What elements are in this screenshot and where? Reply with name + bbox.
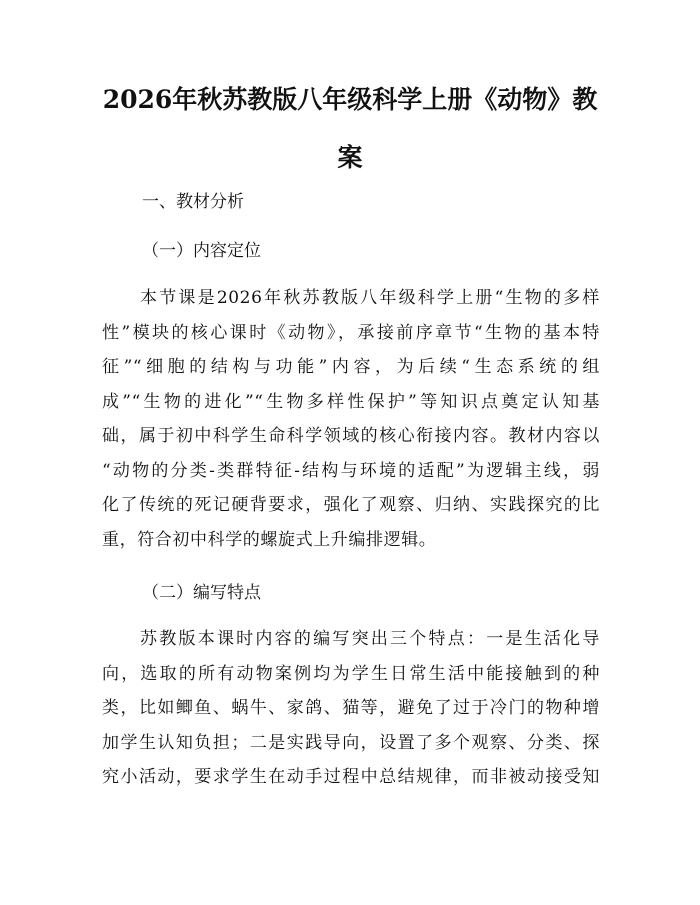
paragraph-line: 苏教版本课时内容的编写突出三个特点：一是生活化导 bbox=[140, 629, 600, 649]
paragraph-line: 性”模块的核心课时《动物》，承接前序章节“生物的基本特 bbox=[102, 322, 600, 343]
paragraph-line: 究小活动，要求学生在动手过程中总结规律，而非被动接受知 bbox=[102, 767, 600, 787]
document-title-line-2: 案 bbox=[337, 143, 363, 172]
paragraph-line: 征”“细胞的结构与功能”内容，为后续“生态系统的组 bbox=[102, 357, 600, 377]
paragraph-line: “动物的分类-类群特征-结构与环境的适配”为逻辑主线，弱 bbox=[102, 460, 600, 481]
paragraph-writing-features bbox=[102, 622, 600, 795]
subsection-heading-writing-features: （二）编写特点 bbox=[142, 583, 261, 603]
document-title-line-1: 2026年秋苏教版八年级科学上册《动物》教 bbox=[102, 85, 598, 114]
paragraph-line: 础，属于初中科学生命科学领域的核心衔接内容。教材内容以 bbox=[102, 426, 600, 446]
subsection-heading-content-positioning: （一）内容定位 bbox=[142, 241, 261, 261]
paragraph-line: 类，比如鲫鱼、蜗牛、家鸽、猫等，避免了过于冷门的物种增 bbox=[102, 698, 600, 718]
paragraph-line: 重，符合初中科学的螺旋式上升编排逻辑。 bbox=[102, 529, 437, 550]
section-heading-materials-analysis: 一、教材分析 bbox=[142, 192, 244, 212]
paragraph-line: 化了传统的死记硬背要求，强化了观察、归纳、实践探究的比 bbox=[102, 495, 600, 515]
paragraph-line: 本节课是2026年秋苏教版八年级科学上册“生物的多样 bbox=[140, 288, 600, 308]
paragraph-line: 加学生认知负担；二是实践导向，设置了多个观察、分类、探 bbox=[102, 732, 600, 753]
paragraph-content-positioning bbox=[102, 281, 600, 557]
paragraph-line: 成”“生物的进化”“生物多样性保护”等知识点奠定认知基 bbox=[102, 391, 600, 412]
paragraph-line: 向，选取的所有动物案例均为学生日常生活中能接触到的种 bbox=[102, 663, 600, 684]
